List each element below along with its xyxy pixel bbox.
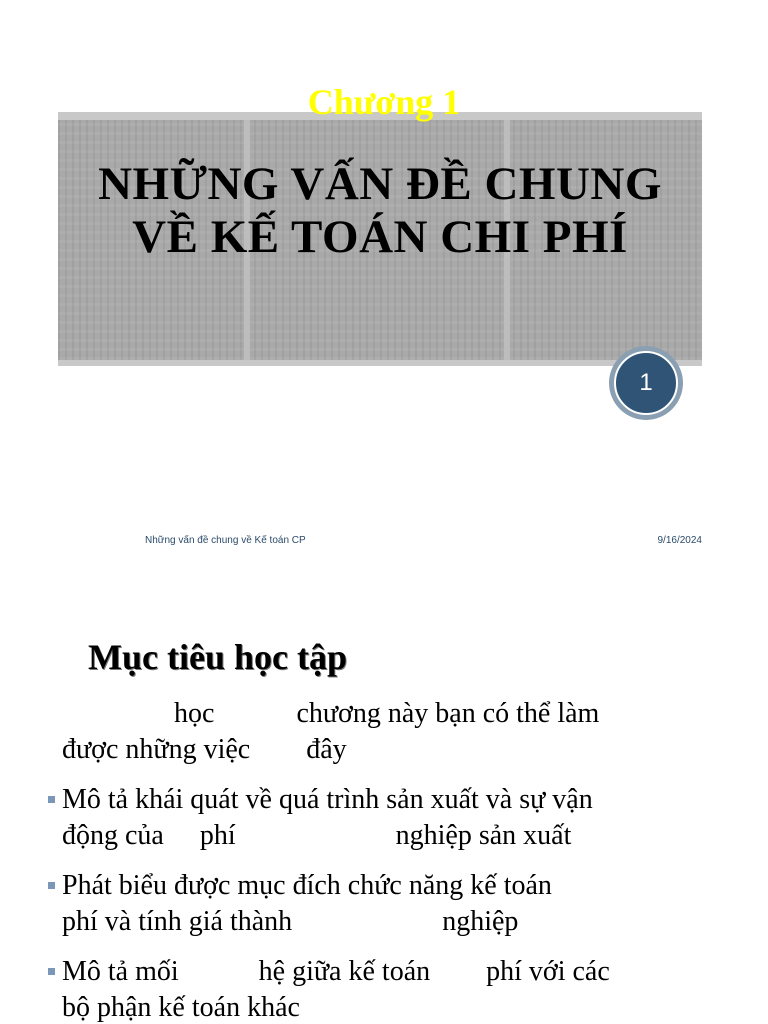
intro-paragraph — [62, 696, 722, 768]
bullet-text — [62, 782, 722, 854]
bullet-line: Mô tả khái quát về quá trình sản xuất và sự vận — [62, 784, 593, 815]
slide-title-line-2: VỀ KẾ TOÁN CHI PHÍ — [132, 211, 628, 263]
bullet-line: Phát biểu được mục đích chức năng kế toán — [62, 870, 552, 901]
bullet-icon — [48, 796, 55, 803]
bullet-segment: phí và tính giá thành — [62, 906, 293, 937]
intro-text-1a: học — [174, 698, 215, 729]
objectives-slide — [0, 596, 768, 1024]
footer-title: Những vấn đề chung về Kế toán CP — [145, 535, 306, 546]
bullet-line: bộ phận kế toán khác — [62, 992, 300, 1023]
slide-number: 1 — [614, 351, 678, 415]
bullet-segment: phí — [199, 820, 236, 851]
slide-title-line-1: NHỮNG VẤN ĐỀ CHUNG — [98, 158, 662, 210]
bullet-icon — [48, 882, 55, 889]
bullet-segment: hệ giữa kế toán — [258, 956, 431, 987]
bullet-text — [62, 868, 722, 940]
objectives-heading: Mục tiêu học tập — [88, 637, 347, 677]
bullet-icon — [48, 968, 55, 975]
bullet-segment: nghiệp sản xuất — [395, 820, 572, 851]
slide-title — [58, 158, 702, 264]
bullet-segment: động của — [62, 820, 164, 851]
intro-text-2b: đây — [306, 734, 347, 765]
footer-date: 9/16/2024 — [657, 535, 702, 546]
chapter-label: Chương 1 — [307, 82, 461, 122]
bullet-segment: phí với các — [486, 956, 610, 987]
intro-text-2a: được những việc — [62, 734, 251, 765]
slide-number-badge — [609, 346, 683, 420]
bullet-text — [62, 954, 722, 1024]
intro-text-1b: chương này bạn có thể làm — [296, 698, 600, 729]
bullet-segment: nghiệp — [442, 906, 519, 937]
bullet-segment: Mô tả mối — [62, 956, 179, 987]
